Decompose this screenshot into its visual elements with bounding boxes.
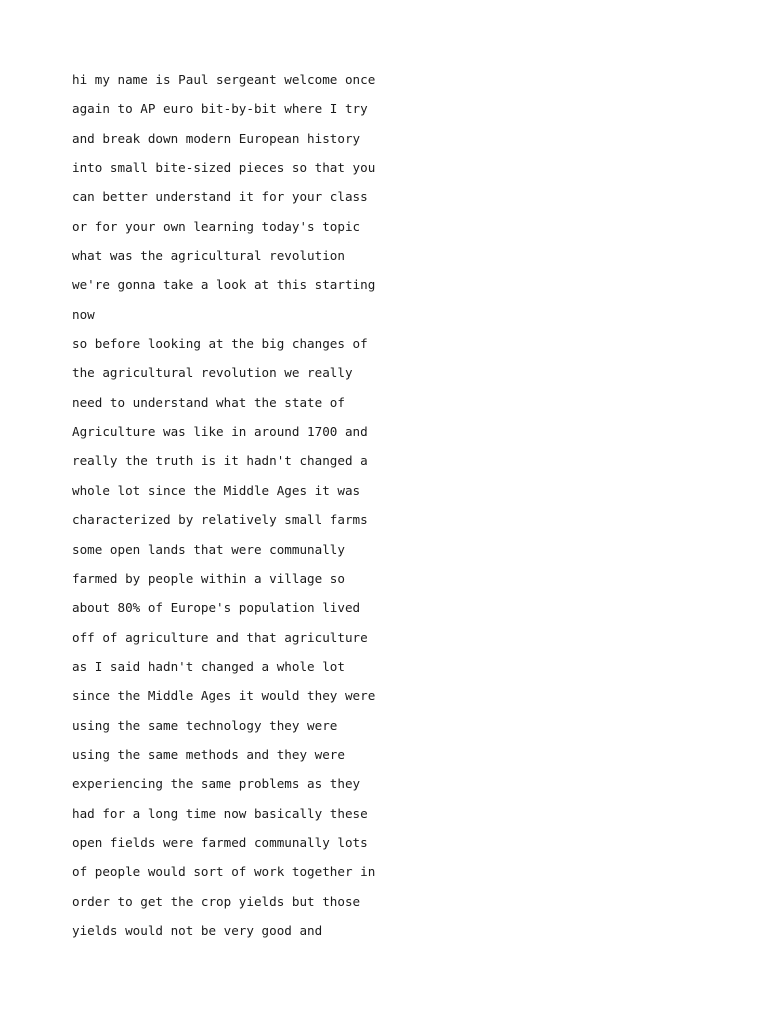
transcript-line: of people would sort of work together in (72, 864, 376, 880)
transcript-line: and break down modern European history (72, 130, 361, 146)
transcript-line: the agricultural revolution we really (72, 365, 353, 381)
transcript-line: using the same technology they were (72, 717, 338, 733)
transcript-line: yields would not be very good and (72, 922, 323, 938)
transcript-line: as I said hadn't changed a whole lot (72, 658, 345, 674)
transcript-line: now (72, 306, 95, 322)
transcript-line: we're gonna take a look at this starting (72, 277, 376, 293)
transcript-line: need to understand what the state of (72, 394, 345, 410)
transcript-line: about 80% of Europe's population lived (72, 600, 361, 616)
transcript-line: some open lands that were communally (72, 541, 345, 557)
transcript-line: open fields were farmed communally lots (72, 834, 368, 850)
transcript-line: really the truth is it hadn't changed a (72, 453, 368, 469)
transcript-line: characterized by relatively small farms (72, 512, 368, 528)
transcript-line: had for a long time now basically these (72, 805, 368, 821)
transcript-line: so before looking at the big changes of (72, 336, 368, 352)
transcript-line: hi my name is Paul sergeant welcome once (72, 72, 376, 87)
transcript-line: experiencing the same problems as they (72, 776, 361, 792)
transcript-line: or for your own learning today's topic (72, 218, 361, 234)
transcript-line: whole lot since the Middle Ages it was (72, 482, 361, 498)
transcript-page (72, 65, 712, 945)
transcript-line: into small bite-sized pieces so that you (72, 160, 376, 176)
transcript-line: off of agriculture and that agriculture (72, 629, 368, 645)
transcript-line: Agriculture was like in around 1700 and (72, 424, 368, 440)
transcript-line: what was the agricultural revolution (72, 248, 345, 264)
transcript-line: using the same methods and they were (72, 746, 345, 762)
transcript-line: order to get the crop yields but those (72, 893, 361, 909)
transcript-line: again to AP euro bit-by-bit where I try (72, 101, 368, 117)
transcript-line: farmed by people within a village so (72, 570, 345, 586)
transcript-line: since the Middle Ages it would they were (72, 688, 376, 704)
transcript-line: can better understand it for your class (72, 189, 368, 205)
